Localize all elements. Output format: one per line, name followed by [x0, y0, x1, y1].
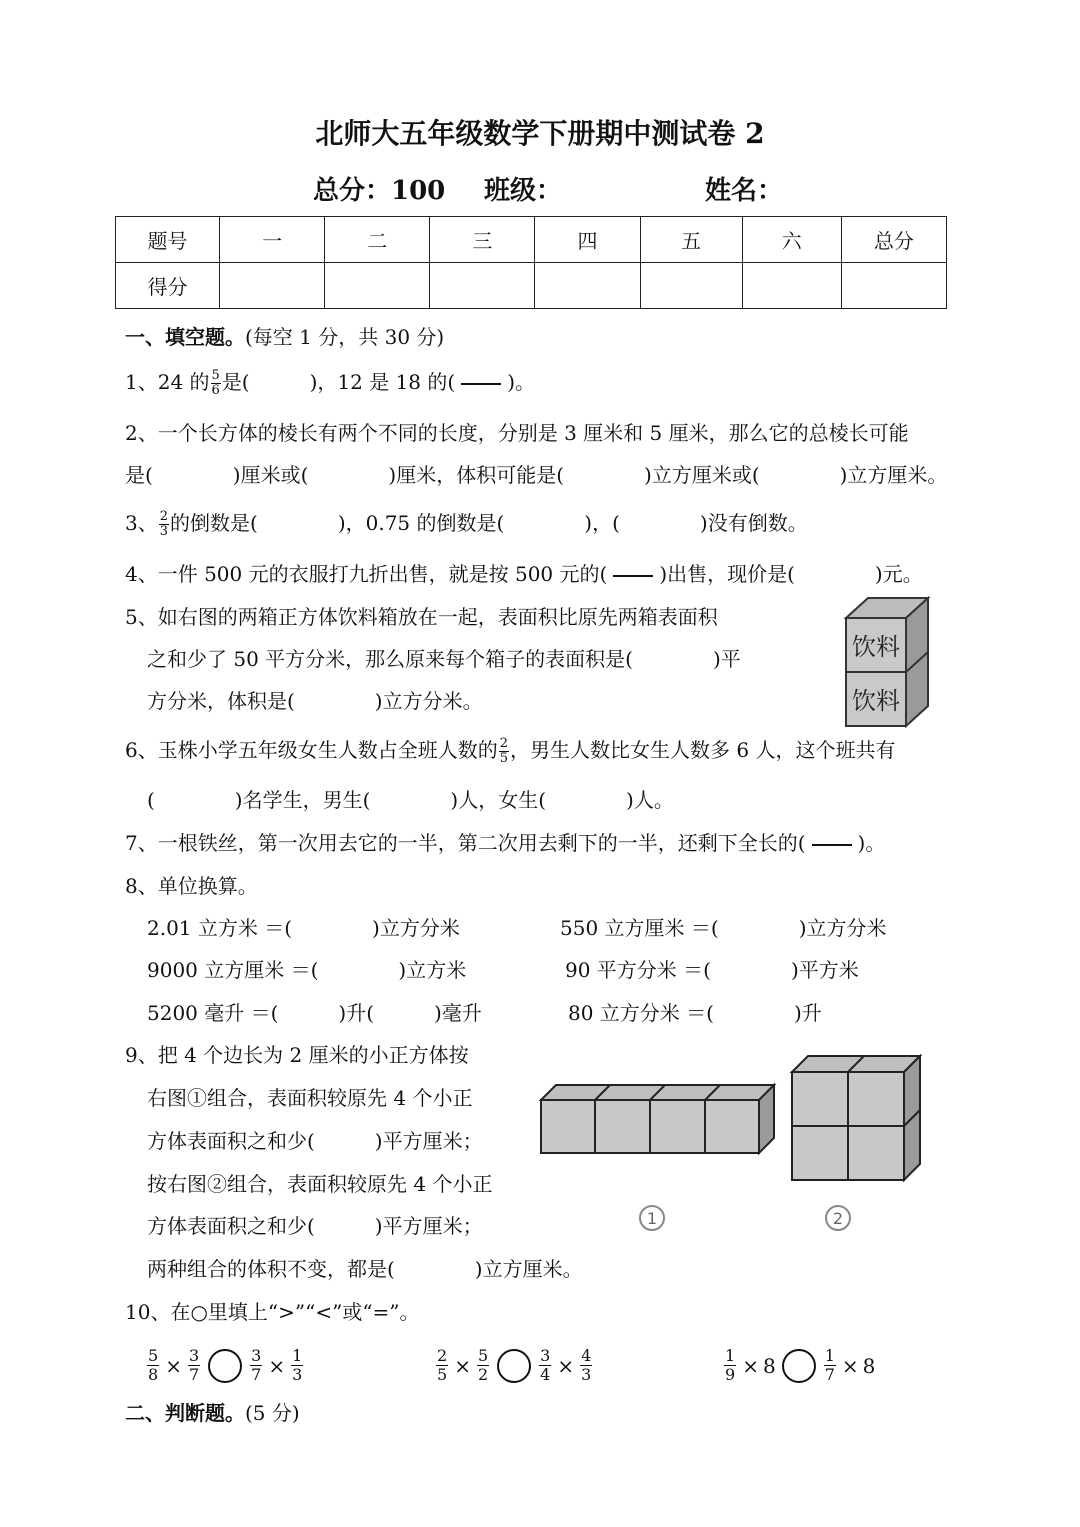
score-table-score-row: [116, 263, 947, 309]
fraction-denominator: 2: [477, 1365, 489, 1384]
fraction-denominator: 7: [251, 1365, 262, 1384]
conversion-item: 90 平方分米 ＝( )平方米: [565, 958, 859, 982]
section-2-title: 二、判断题。: [125, 1401, 245, 1425]
q1-text-a: 1、24 的: [125, 370, 210, 394]
q6-fraction: [499, 737, 509, 766]
q3-text-a: 3、: [125, 511, 158, 535]
question-4: [125, 560, 923, 588]
table-cell: 二: [325, 217, 430, 263]
question-8-title: 8、单位换算。: [125, 874, 258, 898]
fraction: [291, 1347, 303, 1384]
fraction-numerator: 2: [499, 736, 509, 751]
question-2-line-2: 是( )厘米或( )厘米，体积可能是( )立方厘米或( )立方厘米。: [125, 463, 948, 487]
question-9-line: 方体表面积之和少( )平方厘米；: [147, 1214, 483, 1238]
table-cell: 总分: [841, 217, 946, 263]
table-cell: 得分: [116, 263, 220, 309]
q7-text-a: 7、一根铁丝，第一次用去它的一半，第二次用去剩下的一半，还剩下全长的(: [125, 831, 806, 855]
comparison-2: [434, 1347, 594, 1384]
question-1: [125, 368, 535, 398]
score-cell[interactable]: [841, 263, 946, 309]
fraction-blank: [812, 844, 852, 846]
fraction-denominator: 8: [148, 1365, 159, 1384]
fraction-numerator: 5: [477, 1346, 489, 1365]
fraction: [250, 1347, 262, 1384]
fraction: [824, 1347, 836, 1384]
times-sign: ×: [268, 1353, 286, 1378]
table-cell: 三: [430, 217, 535, 263]
q3-text-b: 的倒数是( )，0.75 的倒数是( )，( )没有倒数。: [170, 511, 808, 535]
comparison-3: [722, 1347, 875, 1384]
section-1-heading: [125, 321, 444, 350]
fraction-denominator: 3: [292, 1365, 303, 1384]
section-2-note: (5 分): [245, 1401, 300, 1425]
arrangement-2-label: 2: [832, 1209, 844, 1228]
q4-text-a: 4、一件 500 元的衣服打九折出售，就是按 500 元的(: [125, 562, 608, 586]
fraction-numerator: 2: [437, 1346, 448, 1365]
conversion-item: 80 立方分米 ＝( )升: [568, 1001, 822, 1025]
fraction-blank: [461, 383, 501, 385]
fraction-denominator: 6: [211, 383, 220, 398]
fraction-blank: [613, 575, 653, 577]
conversion-item: 2.01 立方米 ＝( )立方分米: [147, 916, 460, 940]
q7-text-b: )。: [857, 831, 886, 855]
fraction-numerator: 2: [159, 509, 169, 524]
q6-text-b: ，男生人数比女生人数多 6 人，这个班共有: [510, 738, 896, 762]
fraction: [147, 1347, 159, 1384]
q1-fraction: [211, 369, 221, 398]
fraction-denominator: 7: [824, 1365, 835, 1384]
q1-text-c: )。: [507, 370, 536, 394]
section-1-note: (每空 1 分，共 30 分): [245, 325, 445, 349]
table-cell: 六: [742, 217, 841, 263]
question-10-title: 10、在○里填上“>”“<”或“=”。: [125, 1300, 420, 1324]
conversion-item: 550 立方厘米 ＝( )立方分米: [560, 916, 887, 940]
fraction-denominator: 5: [499, 751, 509, 766]
question-9-line: 方体表面积之和少( )平方厘米；: [147, 1129, 483, 1153]
question-3: [125, 509, 808, 539]
fraction: [724, 1347, 736, 1384]
fraction-numerator: 3: [251, 1346, 262, 1365]
fraction-numerator: 5: [148, 1346, 159, 1365]
comparison-1: [145, 1347, 305, 1384]
box-label-bottom: 饮料: [852, 687, 900, 715]
times-sign: ×: [742, 1353, 759, 1378]
fraction: [580, 1347, 592, 1384]
class-label: 班级：: [484, 176, 563, 206]
fraction-denominator: 3: [581, 1365, 592, 1384]
table-cell: 四: [535, 217, 640, 263]
question-9-line: 右图①组合，表面积较原先 4 个小正: [147, 1086, 473, 1110]
q6-text-a: 6、玉株小学五年级女生人数占全班人数的: [125, 738, 498, 762]
question-6-line-1: [125, 736, 895, 766]
question-9-line: 9、把 4 个边长为 2 厘米的小正方体按: [125, 1043, 469, 1067]
fraction-numerator: 3: [188, 1346, 200, 1365]
cube-arrangements-figure: [536, 1050, 926, 1240]
times-sign: ×: [557, 1353, 575, 1378]
section-1-title: 一、填空题。: [125, 325, 245, 349]
integer-operand: 8: [862, 1353, 876, 1378]
conversion-item: 5200 毫升 ＝( )升( )毫升: [147, 1001, 482, 1025]
name-label: 姓名：: [705, 176, 784, 206]
integer-operand: 8: [762, 1353, 776, 1378]
fraction-denominator: 4: [540, 1365, 551, 1384]
q1-text-b: 是( )，12 是 18 的(: [221, 370, 456, 394]
times-sign: ×: [841, 1353, 859, 1378]
arrangement-1-label: 1: [646, 1209, 658, 1228]
compare-circle-input[interactable]: [208, 1349, 242, 1383]
score-cell[interactable]: [220, 263, 325, 309]
question-2-line-1: 2、一个长方体的棱长有两个不同的长度，分别是 3 厘米和 5 厘米，那么它的总棱长可能: [125, 421, 909, 445]
q3-fraction: [159, 510, 169, 539]
question-5-line-3: 方分米，体积是( )立方分米。: [147, 689, 483, 713]
question-9-line: 按右图②组合，表面积较原先 4 个小正: [147, 1172, 493, 1196]
page-title: 北师大五年级数学下册期中测试卷 2: [315, 117, 765, 150]
fraction: [477, 1347, 489, 1384]
fraction-numerator: 1: [292, 1346, 303, 1365]
conversion-item: 9000 立方厘米 ＝( )立方米: [147, 958, 467, 982]
question-9-line: 两种组合的体积不变，都是( )立方厘米。: [147, 1257, 583, 1281]
drink-boxes-figure: [838, 596, 934, 732]
question-5-line-2: 之和少了 50 平方分米，那么原来每个箱子的表面积是( )平: [147, 647, 741, 671]
score-table-header-row: [116, 217, 947, 263]
fraction-numerator: 3: [540, 1346, 551, 1365]
score-cell[interactable]: [430, 263, 535, 309]
table-cell: 一: [220, 217, 325, 263]
fraction-numerator: 4: [581, 1346, 592, 1365]
table-cell: 五: [640, 217, 742, 263]
score-cell[interactable]: [640, 263, 742, 309]
box-label-top: 饮料: [852, 633, 900, 661]
compare-circle-input[interactable]: [497, 1349, 531, 1383]
fraction-numerator: 1: [725, 1346, 736, 1365]
score-cell[interactable]: [325, 263, 430, 309]
fraction: [436, 1347, 448, 1384]
fraction-numerator: 1: [824, 1346, 835, 1365]
table-cell: 题号: [116, 217, 220, 263]
fraction-denominator: 9: [725, 1365, 736, 1384]
score-table: [115, 216, 947, 309]
times-sign: ×: [165, 1353, 182, 1378]
fraction: [539, 1347, 551, 1384]
fraction-denominator: 5: [437, 1365, 448, 1384]
times-sign: ×: [454, 1353, 471, 1378]
fraction: [188, 1347, 200, 1384]
q4-text-b: )出售，现价是( )元。: [659, 562, 923, 586]
fraction-denominator: 7: [188, 1365, 200, 1384]
fraction-numerator: 5: [211, 368, 220, 383]
score-cell[interactable]: [742, 263, 841, 309]
question-7: [125, 829, 885, 857]
compare-circle-input[interactable]: [782, 1349, 816, 1383]
section-2-heading: [125, 1397, 300, 1426]
question-6-line-2: ( )名学生，男生( )人，女生( )人。: [147, 788, 674, 812]
fraction-denominator: 3: [159, 524, 169, 539]
score-cell[interactable]: [535, 263, 640, 309]
total-score-label: 总分：100: [313, 176, 446, 206]
question-5-line-1: 5、如右图的两箱正方体饮料箱放在一起，表面积比原先两箱表面积: [125, 605, 718, 629]
